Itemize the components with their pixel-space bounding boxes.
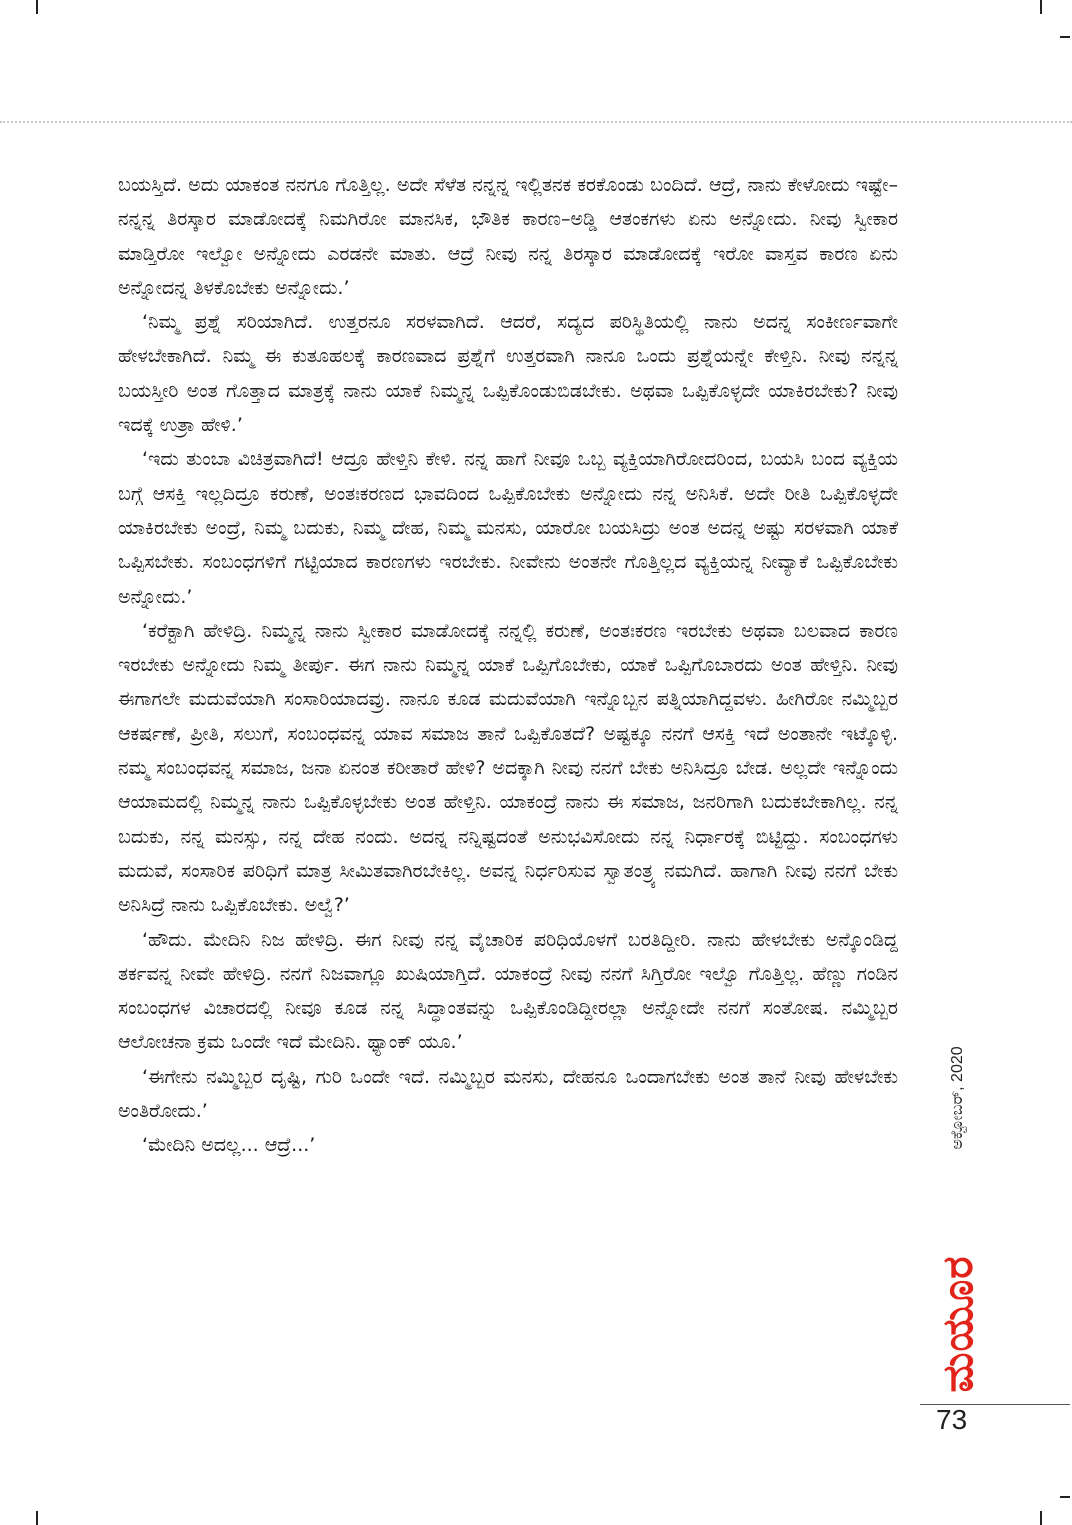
crop-mark-bottom-left <box>36 1511 38 1525</box>
crop-mark-right-top <box>1060 36 1070 38</box>
issue-date: ಅಕ್ಟೋಬರ್, 2020 <box>949 1046 966 1150</box>
magazine-logo: ಮಯೂರ <box>933 1255 982 1393</box>
header-dotted-rule <box>0 121 1072 123</box>
paragraph-7: ‘ಮೇದಿನಿ ಅದಲ್ಲ... ಆದ್ರೆ...’ <box>142 1134 316 1157</box>
crop-mark-top-left <box>36 0 38 14</box>
paragraph-2: ‘ನಿಮ್ಮ ಪ್ರಶ್ನೆ ಸರಿಯಾಗಿದೆ. ಉತ್ತರನೂ ಸರಳವಾಗಿದೆ. ಆದರೆ, ಸದ್ಯದ ಪರಿಸ್ಥಿತಿಯಲ್ಲಿ ನಾನು ಅದನ್ನ ಸಂಕೀರ್ಣವಾಗೇ ಹೇಳಬೇಕಾಗಿದೆ. ನಿಮ್ಮ ಈ ಕುತೂಹಲಕ್ಕೆ ಕಾರಣವಾದ ಪ್ರಶ್ನೆಗೆ ಉತ್ತರವಾಗಿ ನಾನೂ ಒಂದು ಪ್ರಶ್ನೆಯನ್ನೇ ಕೇಳ್ತಿನಿ. ನೀವು ನನ್ನನ್ನ ಬಯಸ್ತೀರಿ ಅಂತ ಗೊತ್ತಾದ ಮಾತ್ರಕ್ಕೆ ನಾನು ಯಾಕೆ ನಿಮ್ಮನ್ನ ಒಪ್ಪಿಕೊಂಡುಬಿಡಬೇಕು. ಅಥವಾ ಒಪ್ಪಿಕೊಳ್ಳದೇ ಯಾಕಿರಬೇಕು? ನೀವು ಇದಕ್ಕೆ ಉತ್ರಾ ಹೇಳಿ.’ <box>118 311 898 437</box>
page-number: 73 <box>936 1404 968 1435</box>
crop-mark-top-right <box>1040 0 1042 14</box>
crop-mark-bottom-right <box>1040 1511 1042 1525</box>
crop-mark-right-bottom <box>1060 1496 1070 1498</box>
paragraph-5: ‘ಹೌದು. ಮೇದಿನಿ ನಿಜ ಹೇಳಿದ್ರಿ. ಈಗ ನೀವು ನನ್ನ ವೈಚಾರಿಕ ಪರಿಧಿಯೊಳಗೆ ಬರತಿದ್ದೀರಿ. ನಾನು ಹೇಳಬೇಕು ಅನ್ಕೊಂಡಿದ್ದ ತರ್ಕವನ್ನ ನೀವೇ ಹೇಳಿದ್ರಿ. ನನಗೆ ನಿಜವಾಗ್ಲೂ ಖುಷಿಯಾಗ್ತಿದೆ. ಯಾಕಂದ್ರೆ ನೀವು ನನಗೆ ಸಿಗ್ತಿರೋ ಇಲ್ವೊ ಗೊತ್ತಿಲ್ಲ. ಹೆಣ್ಣು ಗಂಡಿನ ಸಂಬಂಧಗಳ ವಿಚಾರದಲ್ಲಿ ನೀವೂ ಕೂಡ ನನ್ನ ಸಿದ್ಧಾಂತವನ್ನು ಒಪ್ಪಿಕೊಂಡಿದ್ದೀರಲ್ಲಾ ಅನ್ನೋದೇ ನನಗೆ ಸಂತೋಷ. ನಮ್ಮಿಬ್ಬರ ಆಲೋಚನಾ ಕ್ರಮ ಒಂದೇ ಇದೆ ಮೇದಿನಿ. ಥ್ಯಾಂಕ್ ಯೂ.’ <box>118 928 898 1054</box>
paragraph-6: ‘ಈಗೇನು ನಮ್ಮಿಬ್ಬರ ದೃಷ್ಟಿ, ಗುರಿ ಒಂದೇ ಇದೆ. ನಮ್ಮಿಬ್ಬರ ಮನಸು, ದೇಹನೂ ಒಂದಾಗಬೇಕು ಅಂತ ತಾನೆ ನೀವು ಹೇಳಬೇಕು ಅಂತಿರೋದು.’ <box>118 1065 898 1123</box>
article-body <box>118 168 898 1163</box>
paragraph-1: ಬಯಸ್ತಿದೆ. ಅದು ಯಾಕಂತ ನನಗೂ ಗೊತ್ತಿಲ್ಲ. ಅದೇ ಸೆಳೆತ ನನ್ನನ್ನ ಇಲ್ಲಿತನಕ ಕರಕೊಂಡು ಬಂದಿದೆ. ಆದ್ರೆ, ನಾನು ಕೇಳೋದು ಇಷ್ಟೇ–ನನ್ನನ್ನ ತಿರಸ್ಕಾರ ಮಾಡೋದಕ್ಕೆ ನಿಮಗಿರೋ ಮಾನಸಿಕ, ಭೌತಿಕ ಕಾರಣ–ಅಡ್ಡಿ ಆತಂಕಗಳು ಏನು ಅನ್ನೋದು. ನೀವು ಸ್ವೀಕಾರ ಮಾಡ್ತಿರೋ ಇಲ್ವೋ ಅನ್ನೋದು ಎರಡನೇ ಮಾತು. ಆದ್ರೆ ನೀವು ನನ್ನ ತಿರಸ್ಕಾರ ಮಾಡೋದಕ್ಕೆ ಇರೋ ವಾಸ್ತವ ಕಾರಣ ಏನು ಅನ್ನೋದನ್ನ ತಿಳಕೊಬೇಕು ಅನ್ನೋದು.’ <box>118 174 898 299</box>
paragraph-3: ‘ಇದು ತುಂಬಾ ವಿಚಿತ್ರವಾಗಿದೆ! ಆದ್ರೂ ಹೇಳ್ತಿನಿ ಕೇಳಿ. ನನ್ನ ಹಾಗೆ ನೀವೂ ಒಬ್ಬ ವ್ಯಕ್ತಿಯಾಗಿರೋದರಿಂದ, ಬಯಸಿ ಬಂದ ವ್ಯಕ್ತಿಯ ಬಗ್ಗೆ ಆಸಕ್ತಿ ಇಲ್ಲದಿದ್ರೂ ಕರುಣೆ, ಅಂತಃಕರಣದ ಭಾವದಿಂದ ಒಪ್ಪಿಕೊಬೇಕು ಅನ್ನೋದು ನನ್ನ ಅನಿಸಿಕೆ. ಅದೇ ರೀತಿ ಒಪ್ಪಿಕೊಳ್ಳದೇ ಯಾಕಿರಬೇಕು ಅಂದ್ರೆ, ನಿಮ್ಮ ಬದುಕು, ನಿಮ್ಮ ದೇಹ, ನಿಮ್ಮ ಮನಸು, ಯಾರೋ ಬಯಸಿದ್ರು ಅಂತ ಅದನ್ನ ಅಷ್ಟು ಸರಳವಾಗಿ ಯಾಕೆ ಒಪ್ಪಿಸಬೇಕು. ಸಂಬಂಧಗಳಿಗೆ ಗಟ್ಟಿಯಾದ ಕಾರಣಗಳು ಇರಬೇಕು. ನೀವೇನು ಅಂತನೇ ಗೊತ್ತಿಲ್ಲದ ವ್ಯಕ್ತಿಯನ್ನ ನೀವ್ಯಾಕೆ ಒಪ್ಪಿಕೊಬೇಕು ಅನ್ನೋದು.’ <box>118 448 898 608</box>
paragraph-4: ‘ಕರೆಕ್ಟಾಗಿ ಹೇಳಿದ್ರಿ. ನಿಮ್ಮನ್ನ ನಾನು ಸ್ವೀಕಾರ ಮಾಡೋದಕ್ಕೆ ನನ್ನಲ್ಲಿ ಕರುಣೆ, ಅಂತಃಕರಣ ಇರಬೇಕು ಅಥವಾ ಬಲವಾದ ಕಾರಣ ಇರಬೇಕು ಅನ್ನೋದು ನಿಮ್ಮ ತೀರ್ಪು. ಈಗ ನಾನು ನಿಮ್ಮನ್ನ ಯಾಕೆ ಒಪ್ಪಿಗೊಬೇಕು, ಯಾಕೆ ಒಪ್ಪಿಗೊಬಾರದು ಅಂತ ಹೇಳ್ತಿನಿ. ನೀವು ಈಗಾಗಲೇ ಮದುವೆಯಾಗಿ ಸಂಸಾರಿಯಾದವ್ರು. ನಾನೂ ಕೂಡ ಮದುವೆಯಾಗಿ ಇನ್ನೊಬ್ಬನ ಪತ್ನಿಯಾಗಿದ್ದವಳು. ಹೀಗಿರೋ ನಮ್ಮಿಬ್ಬರ ಆಕರ್ಷಣೆ, ಪ್ರೀತಿ, ಸಲುಗೆ, ಸಂಬಂಧವನ್ನ ಯಾವ ಸಮಾಜ ತಾನೆ ಒಪ್ಪಿಕೊತದೆ? ಅಷ್ಟಕ್ಕೂ ನನಗೆ ಆಸಕ್ತಿ ಇದೆ ಅಂತಾನೇ ಇಟ್ಕೊಳ್ಳಿ. ನಮ್ಮ ಸಂಬಂಧವನ್ನ ಸಮಾಜ, ಜನಾ ಏನಂತ ಕರೀತಾರೆ ಹೇಳಿ? ಅದಕ್ಕಾಗಿ ನೀವು ನನಗೆ ಬೇಕು ಅನಿಸಿದ್ರೂ ಬೇಡ. ಅಲ್ಲದೇ ಇನ್ನೊಂದು ಆಯಾಮದಲ್ಲಿ ನಿಮ್ಮನ್ನ ನಾನು ಒಪ್ಪಿಕೊಳ್ಳಬೇಕು ಅಂತ ಹೇಳ್ತಿನಿ. ಯಾಕಂದ್ರೆ ನಾನು ಈ ಸಮಾಜ, ಜನರಿಗಾಗಿ ಬದುಕಬೇಕಾಗಿಲ್ಲ. ನನ್ನ ಬದುಕು, ನನ್ನ ಮನಸ್ಸು, ನನ್ನ ದೇಹ ನಂದು. ಅದನ್ನ ನನ್ನಿಷ್ಟದಂತೆ ಅನುಭವಿಸೋದು ನನ್ನ ನಿರ್ಧಾರಕ್ಕೆ ಬಿಟ್ಟಿದ್ದು. ಸಂಬಂಧಗಳು ಮದುವೆ, ಸಂಸಾರಿಕ ಪರಿಧಿಗೆ ಮಾತ್ರ ಸೀಮಿತವಾಗಿರಬೇಕಿಲ್ಲ. ಅವನ್ನ ನಿರ್ಧರಿಸುವ ಸ್ವಾತಂತ್ರ್ಯ ನಮಗಿದೆ. ಹಾಗಾಗಿ ನೀವು ನನಗೆ ಬೇಕು ಅನಿಸಿದ್ರೆ ನಾನು ಒಪ್ಪಿಕೊಬೇಕು. ಅಲ್ವೆ?’ <box>118 619 898 917</box>
